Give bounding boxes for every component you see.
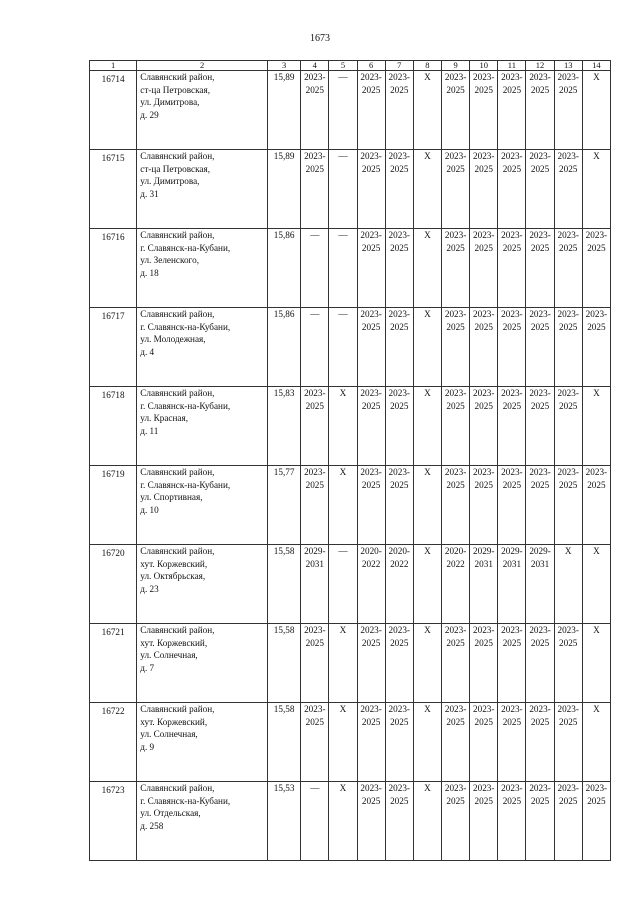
period-cell: X <box>413 466 441 545</box>
period-cell: 2023- 2025 <box>554 229 582 308</box>
address-cell <box>137 229 268 308</box>
period-cell: 2023- 2025 <box>385 150 413 229</box>
period-cell: 2023- 2025 <box>357 308 385 387</box>
address-line: г. Славянск-на-Кубани, <box>140 795 231 806</box>
row-id: 16721 <box>90 624 137 703</box>
address-line: ул. Молодежная, <box>140 334 206 344</box>
address-line: ст-ца Петровская, <box>140 163 211 174</box>
period-cell: 2023- 2025 <box>357 71 385 150</box>
address-line: ул. Солнечная, <box>140 729 198 739</box>
period-cell: 2023- 2025 <box>470 387 498 466</box>
period-cell: 2023- 2025 <box>554 150 582 229</box>
address-line: г. Славянск-на-Кубани, <box>140 479 231 490</box>
address-line: г. Славянск-на-Кубани, <box>140 321 231 332</box>
address-line: г. Славянск-на-Кубани, <box>140 400 231 411</box>
address-line: хут. Коржевский, <box>140 716 208 727</box>
address-line: Славянский район, <box>140 467 215 477</box>
table-row <box>90 150 611 229</box>
address-cell <box>137 782 268 861</box>
period-cell: 2023- 2025 <box>385 387 413 466</box>
column-number-cell: 2 <box>137 61 268 71</box>
period-cell: 2023- 2025 <box>526 150 554 229</box>
period-cell: — <box>329 308 357 387</box>
address-line: д. 29 <box>140 109 159 120</box>
column-number-cell: 4 <box>301 61 329 71</box>
period-cell: 2023- 2025 <box>441 782 469 861</box>
address-cell <box>137 624 268 703</box>
period-cell: 2029- 2031 <box>301 545 329 624</box>
period-cell: — <box>301 229 329 308</box>
address-line: Славянский район, <box>140 309 215 319</box>
period-cell: 2029- 2031 <box>526 545 554 624</box>
period-cell: X <box>582 545 610 624</box>
table-row <box>90 703 611 782</box>
table-row <box>90 308 611 387</box>
period-cell: 2023- 2025 <box>498 624 526 703</box>
value-cell: 15,89 <box>268 71 301 150</box>
period-cell: 2023- 2025 <box>441 703 469 782</box>
period-cell: 2023- 2025 <box>554 466 582 545</box>
column-number-cell: 10 <box>470 61 498 71</box>
period-cell: 2023- 2025 <box>441 387 469 466</box>
address-cell <box>137 308 268 387</box>
period-cell: X <box>329 466 357 545</box>
period-cell: X <box>413 150 441 229</box>
row-id: 16716 <box>90 229 137 308</box>
address-cell <box>137 387 268 466</box>
period-cell: 2023- 2025 <box>498 71 526 150</box>
period-cell: 2029- 2031 <box>498 545 526 624</box>
address-line: Славянский район, <box>140 72 215 82</box>
period-cell: — <box>329 150 357 229</box>
period-cell: X <box>582 703 610 782</box>
column-number-row <box>90 61 611 71</box>
period-cell: X <box>413 624 441 703</box>
address-line: д. 7 <box>140 662 155 673</box>
address-cell <box>137 150 268 229</box>
period-cell: X <box>329 387 357 466</box>
row-id: 16723 <box>90 782 137 861</box>
period-cell: 2023- 2025 <box>554 387 582 466</box>
value-cell: 15,86 <box>268 308 301 387</box>
period-cell: 2023- 2025 <box>526 624 554 703</box>
period-cell: 2023- 2025 <box>385 703 413 782</box>
period-cell: 2023- 2025 <box>357 782 385 861</box>
period-cell: 2023- 2025 <box>441 229 469 308</box>
period-cell: 2023- 2025 <box>526 782 554 861</box>
period-cell: — <box>329 71 357 150</box>
period-cell: 2023- 2025 <box>498 150 526 229</box>
period-cell: 2023- 2025 <box>526 71 554 150</box>
period-cell: 2023- 2025 <box>498 782 526 861</box>
address-line: ул. Спортивная, <box>140 492 203 502</box>
address-line: д. 31 <box>140 188 159 199</box>
address-cell <box>137 703 268 782</box>
column-number-cell: 6 <box>357 61 385 71</box>
period-cell: 2023- 2025 <box>582 782 610 861</box>
value-cell: 15,58 <box>268 545 301 624</box>
period-cell: 2023- 2025 <box>470 229 498 308</box>
column-number-cell: 12 <box>526 61 554 71</box>
period-cell: 2023- 2025 <box>301 387 329 466</box>
period-cell: 2023- 2025 <box>470 624 498 703</box>
column-number-cell: 14 <box>582 61 610 71</box>
period-cell: X <box>582 71 610 150</box>
period-cell: 2023- 2025 <box>385 71 413 150</box>
address-line: хут. Коржевский, <box>140 637 208 648</box>
table-row <box>90 466 611 545</box>
period-cell: — <box>301 308 329 387</box>
column-number-cell: 11 <box>498 61 526 71</box>
period-cell: 2023- 2025 <box>526 387 554 466</box>
period-cell: 2023- 2025 <box>498 387 526 466</box>
period-cell: 2023- 2025 <box>470 150 498 229</box>
period-cell: 2023- 2025 <box>554 703 582 782</box>
period-cell: 2023- 2025 <box>357 624 385 703</box>
period-cell: 2029- 2031 <box>470 545 498 624</box>
address-line: д. 258 <box>140 820 164 831</box>
period-cell: 2023- 2025 <box>301 71 329 150</box>
address-line: ул. Октябрьская, <box>140 571 206 581</box>
period-cell: 2023- 2025 <box>582 229 610 308</box>
page-number: 1673 <box>310 33 330 44</box>
table-row <box>90 229 611 308</box>
period-cell: 2023- 2025 <box>301 703 329 782</box>
period-cell: X <box>413 387 441 466</box>
period-cell: X <box>554 545 582 624</box>
row-id: 16722 <box>90 703 137 782</box>
column-number-cell: 3 <box>268 61 301 71</box>
address-line: Славянский район, <box>140 388 215 398</box>
period-cell: 2023- 2025 <box>498 466 526 545</box>
period-cell: X <box>329 703 357 782</box>
table-row <box>90 545 611 624</box>
column-number-cell: 13 <box>554 61 582 71</box>
row-id: 16719 <box>90 466 137 545</box>
column-number-cell: 9 <box>441 61 469 71</box>
period-cell: X <box>329 624 357 703</box>
period-cell: 2023- 2025 <box>526 703 554 782</box>
address-line: д. 10 <box>140 504 159 515</box>
registry-table <box>89 60 611 861</box>
row-id: 16717 <box>90 308 137 387</box>
table-row <box>90 387 611 466</box>
period-cell: X <box>582 387 610 466</box>
period-cell: X <box>413 308 441 387</box>
period-cell: 2023- 2025 <box>357 466 385 545</box>
period-cell: X <box>413 545 441 624</box>
address-line: ул. Солнечная, <box>140 650 198 660</box>
address-cell <box>137 71 268 150</box>
period-cell: 2023- 2025 <box>470 71 498 150</box>
value-cell: 15,89 <box>268 150 301 229</box>
period-cell: 2023- 2025 <box>385 308 413 387</box>
column-number-cell: 5 <box>329 61 357 71</box>
table-row <box>90 782 611 861</box>
address-line: Славянский район, <box>140 704 215 714</box>
period-cell: 2023- 2025 <box>470 308 498 387</box>
period-cell: 2023- 2025 <box>470 703 498 782</box>
period-cell: 2023- 2025 <box>385 624 413 703</box>
address-line: ст-ца Петровская, <box>140 84 211 95</box>
period-cell: 2023- 2025 <box>357 229 385 308</box>
period-cell: 2020- 2022 <box>385 545 413 624</box>
period-cell: 2023- 2025 <box>498 703 526 782</box>
row-id: 16714 <box>90 71 137 150</box>
address-line: г. Славянск-на-Кубани, <box>140 242 231 253</box>
period-cell: 2023- 2025 <box>441 71 469 150</box>
period-cell: 2020- 2022 <box>441 545 469 624</box>
period-cell: X <box>413 782 441 861</box>
period-cell: 2023- 2025 <box>470 466 498 545</box>
address-line: ул. Зеленского, <box>140 255 199 265</box>
period-cell: 2023- 2025 <box>441 150 469 229</box>
address-line: д. 23 <box>140 583 159 594</box>
value-cell: 15,53 <box>268 782 301 861</box>
period-cell: 2023- 2025 <box>470 782 498 861</box>
period-cell: 2023- 2025 <box>526 466 554 545</box>
column-number-cell: 8 <box>413 61 441 71</box>
period-cell: 2023- 2025 <box>441 308 469 387</box>
period-cell: 2023- 2025 <box>554 782 582 861</box>
period-cell: 2023- 2025 <box>301 624 329 703</box>
address-line: ул. Димитрова, <box>140 97 200 107</box>
period-cell: 2023- 2025 <box>357 150 385 229</box>
address-cell <box>137 466 268 545</box>
period-cell: 2023- 2025 <box>385 229 413 308</box>
address-line: Славянский район, <box>140 625 215 635</box>
address-line: д. 9 <box>140 741 155 752</box>
period-cell: 2023- 2025 <box>498 229 526 308</box>
column-number-cell: 1 <box>90 61 137 71</box>
address-line: Славянский район, <box>140 151 215 161</box>
address-line: д. 18 <box>140 267 159 278</box>
period-cell: 2020- 2022 <box>357 545 385 624</box>
period-cell: 2023- 2025 <box>357 387 385 466</box>
period-cell: X <box>413 703 441 782</box>
value-cell: 15,83 <box>268 387 301 466</box>
value-cell: 15,58 <box>268 624 301 703</box>
address-line: ул. Отдельская, <box>140 808 201 818</box>
row-id: 16718 <box>90 387 137 466</box>
period-cell: 2023- 2025 <box>385 466 413 545</box>
period-cell: 2023- 2025 <box>357 703 385 782</box>
period-cell: 2023- 2025 <box>554 308 582 387</box>
period-cell: X <box>329 782 357 861</box>
period-cell: X <box>582 150 610 229</box>
period-cell: 2023- 2025 <box>441 624 469 703</box>
period-cell: X <box>413 71 441 150</box>
period-cell: 2023- 2025 <box>582 466 610 545</box>
period-cell: — <box>329 545 357 624</box>
value-cell: 15,86 <box>268 229 301 308</box>
period-cell: 2023- 2025 <box>526 308 554 387</box>
period-cell: 2023- 2025 <box>301 150 329 229</box>
value-cell: 15,58 <box>268 703 301 782</box>
address-line: Славянский район, <box>140 783 215 793</box>
address-line: хут. Коржевский, <box>140 558 208 569</box>
period-cell: 2023- 2025 <box>498 308 526 387</box>
address-line: д. 4 <box>140 346 155 357</box>
period-cell: 2023- 2025 <box>526 229 554 308</box>
table-row <box>90 624 611 703</box>
period-cell: X <box>413 229 441 308</box>
address-line: Славянский район, <box>140 230 215 240</box>
address-line: ул. Димитрова, <box>140 176 200 186</box>
column-number-cell: 7 <box>385 61 413 71</box>
address-line: д. 11 <box>140 425 159 436</box>
table-row <box>90 71 611 150</box>
row-id: 16715 <box>90 150 137 229</box>
period-cell: 2023- 2025 <box>441 466 469 545</box>
period-cell: — <box>329 229 357 308</box>
period-cell: 2023- 2025 <box>554 624 582 703</box>
value-cell: 15,77 <box>268 466 301 545</box>
period-cell: X <box>582 624 610 703</box>
address-line: Славянский район, <box>140 546 215 556</box>
period-cell: 2023- 2025 <box>554 71 582 150</box>
period-cell: — <box>301 782 329 861</box>
period-cell: 2023- 2025 <box>582 308 610 387</box>
period-cell: 2023- 2025 <box>301 466 329 545</box>
row-id: 16720 <box>90 545 137 624</box>
period-cell: 2023- 2025 <box>385 782 413 861</box>
address-cell <box>137 545 268 624</box>
address-line: ул. Красная, <box>140 413 189 423</box>
